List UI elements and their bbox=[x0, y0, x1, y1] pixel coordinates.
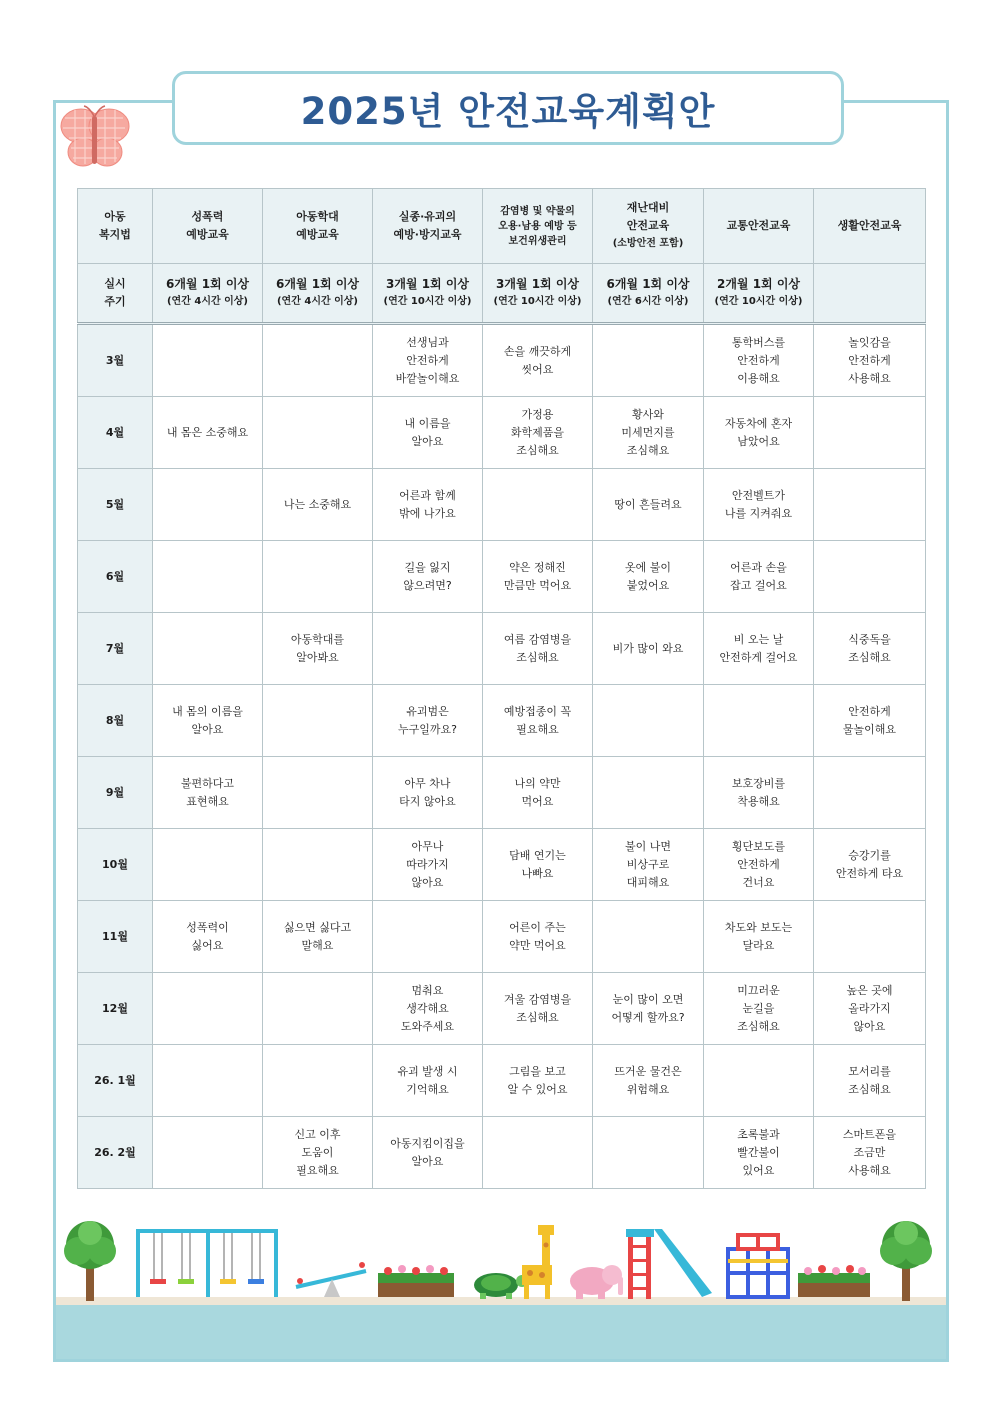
topic-line: 위험해요 bbox=[626, 1082, 670, 1096]
plan-cell bbox=[704, 324, 814, 397]
topic-line: 사용해요 bbox=[848, 371, 891, 385]
plan-cell bbox=[263, 901, 373, 973]
table-row bbox=[78, 613, 926, 685]
plan-cell bbox=[153, 1117, 263, 1189]
topic-line: 조심해요 bbox=[737, 1019, 780, 1033]
topic-line: 생각해요 bbox=[406, 1001, 449, 1015]
title-box bbox=[172, 71, 844, 145]
topic-line: 조심해요 bbox=[516, 443, 559, 457]
plan-cell bbox=[814, 685, 926, 757]
plan-cell bbox=[704, 1117, 814, 1189]
plan-cell bbox=[153, 973, 263, 1045]
table-row bbox=[78, 324, 926, 397]
plan-cell bbox=[153, 685, 263, 757]
topic-line: 비상구로 bbox=[626, 857, 670, 871]
topic-line: 유괴 발생 시 bbox=[397, 1064, 458, 1078]
topic-line: 필요해요 bbox=[296, 1163, 339, 1177]
plan-cell bbox=[373, 973, 483, 1045]
topic-line: 안전하게 걸어요 bbox=[719, 650, 798, 664]
topic-line: 따라가지 bbox=[406, 857, 449, 871]
tree-icon bbox=[880, 1221, 932, 1301]
plan-cell bbox=[704, 541, 814, 613]
flower-bed-icon bbox=[378, 1265, 454, 1297]
topic-line: 길을 잃지 bbox=[404, 560, 451, 574]
topic-line: 나빠요 bbox=[521, 866, 554, 880]
plan-cell bbox=[593, 469, 704, 541]
plan-cell bbox=[593, 1045, 704, 1117]
cycle-value: 2개월 1회 이상 (연간 10시간 이상) bbox=[704, 264, 814, 324]
topic-line: 말해요 bbox=[301, 938, 334, 952]
table-row bbox=[78, 1045, 926, 1117]
topic-line: 스마트폰을 bbox=[842, 1127, 897, 1141]
plan-cell bbox=[704, 613, 814, 685]
plan-cell bbox=[153, 1045, 263, 1117]
topic-line: 통학버스를 bbox=[731, 335, 786, 349]
cycle-value bbox=[814, 264, 926, 324]
month-cell: 26. 2월 bbox=[78, 1117, 153, 1189]
topic-line: 대피해요 bbox=[626, 875, 670, 889]
plan-cell bbox=[373, 901, 483, 973]
plan-cell bbox=[153, 324, 263, 397]
topic-line: 건너요 bbox=[742, 875, 775, 889]
plan-cell bbox=[483, 973, 593, 1045]
month-cell: 5월 bbox=[78, 469, 153, 541]
topic-line: 담배 연기는 bbox=[509, 848, 566, 862]
table-row bbox=[78, 901, 926, 973]
header-disaster: 재난대비 안전교육 (소방안전 포함) bbox=[593, 189, 704, 264]
plan-cell bbox=[704, 397, 814, 469]
plan-cell bbox=[593, 901, 704, 973]
table-row bbox=[78, 685, 926, 757]
topic-line: 않으려면? bbox=[403, 578, 452, 592]
topic-line: 싫어요 bbox=[191, 938, 224, 952]
topic-line: 약만 먹어요 bbox=[509, 938, 566, 952]
plan-cell bbox=[263, 1045, 373, 1117]
plan-cell bbox=[814, 541, 926, 613]
plan-cell bbox=[263, 1117, 373, 1189]
plan-cell bbox=[263, 541, 373, 613]
month-cell: 7월 bbox=[78, 613, 153, 685]
topic-line: 이용해요 bbox=[737, 371, 780, 385]
table-row bbox=[78, 469, 926, 541]
flower-bed-icon bbox=[798, 1265, 870, 1297]
plan-cell bbox=[373, 469, 483, 541]
topic-line: 조금만 bbox=[853, 1145, 886, 1159]
topic-line: 알 수 있어요 bbox=[507, 1082, 568, 1096]
topic-line: 조심해요 bbox=[848, 650, 891, 664]
topic-line: 안전하게 bbox=[406, 353, 449, 367]
topic-line: 미끄러운 bbox=[737, 983, 780, 997]
plan-cell bbox=[704, 685, 814, 757]
plan-cell bbox=[593, 1117, 704, 1189]
plan-cell bbox=[814, 901, 926, 973]
topic-line: 모서리를 bbox=[848, 1064, 891, 1078]
plan-cell bbox=[814, 613, 926, 685]
topic-line: 안전하게 bbox=[848, 353, 891, 367]
topic-line: 안전하게 bbox=[737, 857, 780, 871]
plan-cell bbox=[153, 901, 263, 973]
cycle-row bbox=[78, 264, 926, 324]
topic-line: 어른이 주는 bbox=[509, 920, 566, 934]
month-cell: 3월 bbox=[78, 324, 153, 397]
cycle-value: 6개월 1회 이상 (연간 4시간 이상) bbox=[263, 264, 373, 324]
month-cell: 26. 1월 bbox=[78, 1045, 153, 1117]
plan-cell bbox=[153, 757, 263, 829]
topic-line: 보호장비를 bbox=[731, 776, 786, 790]
topic-line: 도움이 bbox=[301, 1145, 334, 1159]
elephant-icon bbox=[570, 1265, 623, 1299]
topic-line: 멈춰요 bbox=[411, 983, 444, 997]
plan-cell bbox=[483, 469, 593, 541]
cycle-value: 3개월 1회 이상 (연간 10시간 이상) bbox=[373, 264, 483, 324]
plan-cell bbox=[263, 469, 373, 541]
plan-cell bbox=[483, 901, 593, 973]
plan-cell bbox=[373, 613, 483, 685]
topic-line: 약은 정해진 bbox=[509, 560, 566, 574]
topic-line: 나는 소중해요 bbox=[283, 497, 352, 511]
topic-line: 그림을 보고 bbox=[509, 1064, 566, 1078]
topic-line: 씻어요 bbox=[521, 362, 554, 376]
giraffe-icon bbox=[522, 1225, 554, 1299]
plan-cell bbox=[263, 685, 373, 757]
topic-line: 먹어요 bbox=[521, 794, 554, 808]
topic-line: 만큼만 먹어요 bbox=[503, 578, 572, 592]
topic-line: 아동학대를 bbox=[290, 632, 345, 646]
topic-line: 알아요 bbox=[411, 434, 444, 448]
plan-cell bbox=[814, 469, 926, 541]
topic-line: 물놀이해요 bbox=[842, 722, 897, 736]
playground-scene bbox=[56, 1215, 946, 1359]
safety-plan-table bbox=[77, 188, 926, 1189]
topic-line: 올라가지 bbox=[848, 1001, 891, 1015]
topic-line: 누구일까요? bbox=[398, 722, 457, 736]
topic-line: 잡고 걸어요 bbox=[730, 578, 787, 592]
swing-icon bbox=[136, 1231, 278, 1297]
topic-line: 사용해요 bbox=[848, 1163, 891, 1177]
plan-cell bbox=[593, 541, 704, 613]
topic-line: 안전벨트가 bbox=[731, 488, 786, 502]
topic-line: 화학제품을 bbox=[510, 425, 565, 439]
topic-line: 기억해요 bbox=[406, 1082, 449, 1096]
plan-cell bbox=[263, 829, 373, 901]
header-sexual-violence: 성폭력 예방교육 bbox=[153, 189, 263, 264]
topic-line: 도와주세요 bbox=[400, 1019, 455, 1033]
topic-line: 자동차에 혼자 bbox=[724, 416, 793, 430]
plan-cell bbox=[373, 685, 483, 757]
topic-line: 밖에 나가요 bbox=[399, 506, 456, 520]
plan-cell bbox=[704, 829, 814, 901]
topic-line: 비 오는 날 bbox=[733, 632, 784, 646]
cycle-value: 6개월 1회 이상 (연간 6시간 이상) bbox=[593, 264, 704, 324]
plan-cell bbox=[373, 829, 483, 901]
turtle-icon bbox=[474, 1273, 528, 1299]
topic-line: 가정용 bbox=[521, 407, 554, 421]
month-cell: 4월 bbox=[78, 397, 153, 469]
topic-line: 어른과 함께 bbox=[399, 488, 456, 502]
topic-line: 나를 지켜줘요 bbox=[724, 506, 793, 520]
topic-line: 빨간불이 bbox=[737, 1145, 780, 1159]
cycle-value: 6개월 1회 이상 (연간 4시간 이상) bbox=[153, 264, 263, 324]
topic-line: 남았어요 bbox=[737, 434, 780, 448]
plan-cell bbox=[704, 469, 814, 541]
topic-line: 붙었어요 bbox=[626, 578, 670, 592]
jungle-gym-icon bbox=[728, 1235, 788, 1297]
topic-line: 눈이 많이 오면 bbox=[612, 992, 684, 1006]
topic-line: 아동지킴이집을 bbox=[390, 1136, 465, 1150]
tree-icon bbox=[64, 1221, 116, 1301]
topic-line: 알아요 bbox=[191, 722, 224, 736]
plan-cell bbox=[263, 324, 373, 397]
plan-cell bbox=[593, 973, 704, 1045]
topic-line: 옷에 불이 bbox=[624, 560, 671, 574]
topic-line: 내 몸의 이름을 bbox=[172, 704, 243, 718]
topic-line: 표현해요 bbox=[186, 794, 229, 808]
topic-line: 조심해요 bbox=[516, 1010, 559, 1024]
topic-line: 높은 곳에 bbox=[846, 983, 893, 997]
topic-line: 조심해요 bbox=[516, 650, 559, 664]
plan-cell bbox=[593, 757, 704, 829]
topic-line: 불이 나면 bbox=[624, 839, 671, 853]
plan-cell bbox=[373, 1045, 483, 1117]
plan-cell bbox=[593, 397, 704, 469]
seesaw-icon bbox=[296, 1262, 366, 1297]
topic-line: 황사와 bbox=[632, 407, 664, 421]
topic-line: 알아요 bbox=[411, 1154, 444, 1168]
plan-cell bbox=[483, 685, 593, 757]
month-cell: 10월 bbox=[78, 829, 153, 901]
header-traffic: 교통안전교육 bbox=[704, 189, 814, 264]
plan-cell bbox=[483, 324, 593, 397]
topic-line: 여름 감염병을 bbox=[503, 632, 572, 646]
plan-cell bbox=[704, 973, 814, 1045]
plan-cell bbox=[263, 757, 373, 829]
topic-line: 아무나 bbox=[411, 839, 444, 853]
plan-cell bbox=[593, 685, 704, 757]
topic-line: 차도와 보도는 bbox=[724, 920, 793, 934]
cycle-label: 실시 주기 bbox=[78, 264, 153, 324]
topic-line: 싫으면 싫다고 bbox=[283, 920, 352, 934]
topic-line: 뜨거운 물건은 bbox=[614, 1064, 682, 1078]
plan-cell bbox=[373, 397, 483, 469]
plan-cell bbox=[263, 973, 373, 1045]
month-cell: 6월 bbox=[78, 541, 153, 613]
table-row bbox=[78, 757, 926, 829]
topic-line: 달라요 bbox=[742, 938, 775, 952]
topic-line: 않아요 bbox=[853, 1019, 886, 1033]
topic-line: 내 몸은 소중해요 bbox=[166, 425, 249, 439]
month-cell: 11월 bbox=[78, 901, 153, 973]
plan-cell bbox=[814, 829, 926, 901]
topic-line: 유괴범은 bbox=[406, 704, 449, 718]
table-row bbox=[78, 973, 926, 1045]
topic-line: 않아요 bbox=[411, 875, 444, 889]
plan-cell bbox=[483, 757, 593, 829]
month-cell: 12월 bbox=[78, 973, 153, 1045]
plan-cell bbox=[373, 541, 483, 613]
topic-line: 땅이 흔들려요 bbox=[614, 497, 682, 511]
topic-line: 비가 많이 와요 bbox=[612, 641, 684, 655]
plan-cell bbox=[814, 1117, 926, 1189]
plan-cell bbox=[814, 973, 926, 1045]
topic-line: 알아봐요 bbox=[296, 650, 339, 664]
plan-cell bbox=[263, 397, 373, 469]
topic-line: 어떻게 할까요? bbox=[611, 1010, 685, 1024]
topic-line: 조심해요 bbox=[848, 1082, 891, 1096]
plan-cell bbox=[814, 757, 926, 829]
topic-line: 신고 이후 bbox=[294, 1127, 341, 1141]
cycle-value: 3개월 1회 이상 (연간 10시간 이상) bbox=[483, 264, 593, 324]
plan-cell bbox=[814, 397, 926, 469]
header-infection-drugs: 감염병 및 약물의 오용·남용 예방 등 보건위생관리 bbox=[483, 189, 593, 264]
plan-cell bbox=[153, 541, 263, 613]
plan-cell bbox=[153, 397, 263, 469]
topic-line: 초록불과 bbox=[737, 1127, 780, 1141]
plan-cell bbox=[483, 613, 593, 685]
topic-line: 필요해요 bbox=[516, 722, 559, 736]
plan-cell bbox=[263, 613, 373, 685]
plan-cell bbox=[593, 829, 704, 901]
plan-cell bbox=[593, 613, 704, 685]
topic-line: 횡단보도를 bbox=[731, 839, 786, 853]
topic-line: 어른과 손을 bbox=[730, 560, 787, 574]
topic-line: 아무 차나 bbox=[404, 776, 451, 790]
plan-cell bbox=[704, 757, 814, 829]
plan-cell bbox=[153, 613, 263, 685]
topic-line: 선생님과 bbox=[406, 335, 449, 349]
plan-cell bbox=[483, 1045, 593, 1117]
topic-line: 착용해요 bbox=[737, 794, 780, 808]
topic-line: 성폭력이 bbox=[186, 920, 229, 934]
table-row bbox=[78, 829, 926, 901]
ground bbox=[56, 1301, 946, 1359]
plan-cell bbox=[373, 324, 483, 397]
plan-cell bbox=[814, 324, 926, 397]
plan-cell bbox=[814, 1045, 926, 1117]
butterfly-icon bbox=[57, 104, 131, 174]
topic-line: 놀잇감을 bbox=[848, 335, 891, 349]
topic-line: 겨울 감염병을 bbox=[503, 992, 572, 1006]
topic-line: 손을 깨끗하게 bbox=[503, 344, 572, 358]
topic-line: 불편하다고 bbox=[180, 776, 235, 790]
plan-body bbox=[78, 324, 926, 1189]
plan-cell bbox=[483, 541, 593, 613]
table-row bbox=[78, 541, 926, 613]
topic-line: 나의 약만 bbox=[514, 776, 561, 790]
plan-cell bbox=[704, 1045, 814, 1117]
page-title: 2025년 안전교육계획안 bbox=[300, 90, 716, 133]
topic-line: 안전하게 bbox=[737, 353, 780, 367]
topic-line: 안전하게 타요 bbox=[835, 866, 904, 880]
plan-cell bbox=[704, 901, 814, 973]
month-cell: 8월 bbox=[78, 685, 153, 757]
header-row bbox=[78, 189, 926, 264]
topic-line: 안전하게 bbox=[848, 704, 891, 718]
plan-cell bbox=[483, 829, 593, 901]
topic-line: 미세먼지를 bbox=[621, 425, 675, 439]
topic-line: 예방접종이 꼭 bbox=[503, 704, 572, 718]
header-missing-kidnap: 실종·유괴의 예방·방지교육 bbox=[373, 189, 483, 264]
topic-line: 바깥놀이해요 bbox=[395, 371, 460, 385]
topic-line: 있어요 bbox=[742, 1163, 775, 1177]
plan-cell bbox=[593, 324, 704, 397]
topic-line: 눈길을 bbox=[742, 1001, 775, 1015]
plan-cell bbox=[153, 469, 263, 541]
topic-line: 승강기를 bbox=[848, 848, 891, 862]
topic-line: 조심해요 bbox=[626, 443, 670, 457]
table-row bbox=[78, 1117, 926, 1189]
plan-cell bbox=[483, 397, 593, 469]
slide-icon bbox=[626, 1229, 712, 1299]
plan-cell bbox=[153, 829, 263, 901]
plan-cell bbox=[373, 757, 483, 829]
header-law: 아동 복지법 bbox=[78, 189, 153, 264]
topic-line: 타지 않아요 bbox=[399, 794, 456, 808]
month-cell: 9월 bbox=[78, 757, 153, 829]
header-daily-life: 생활안전교육 bbox=[814, 189, 926, 264]
table-row bbox=[78, 397, 926, 469]
plan-cell bbox=[373, 1117, 483, 1189]
plan-cell bbox=[483, 1117, 593, 1189]
header-child-abuse: 아동학대 예방교육 bbox=[263, 189, 373, 264]
topic-line: 식중독을 bbox=[848, 632, 891, 646]
topic-line: 내 이름을 bbox=[404, 416, 451, 430]
